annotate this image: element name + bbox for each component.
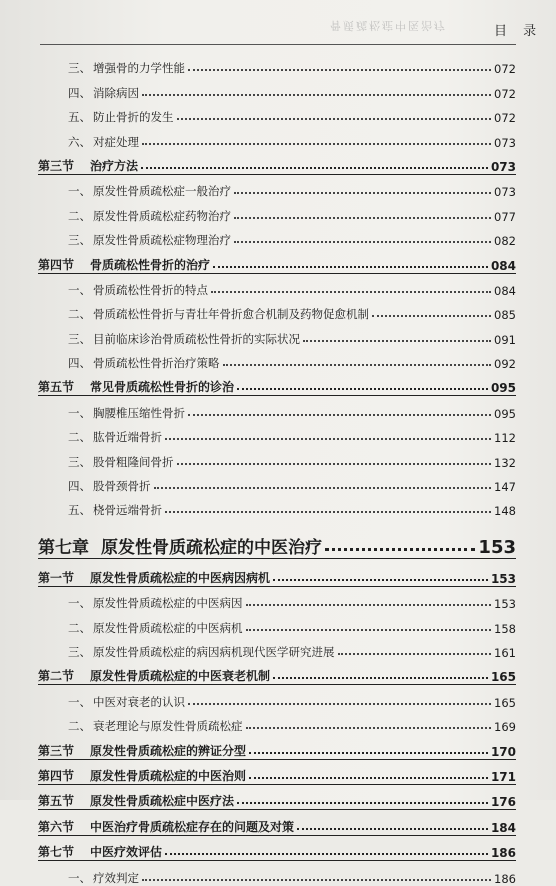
toc-entry-text: 常见骨质疏松性骨折的诊治: [90, 380, 235, 395]
toc-page-number: 165: [494, 695, 516, 710]
toc-page-number: 072: [494, 111, 516, 126]
dot-leader: [177, 463, 492, 465]
toc-item-row[interactable]: [38, 685, 516, 709]
toc-entry-number: 第七节: [38, 845, 75, 860]
toc-page-number: 112: [494, 431, 516, 446]
toc-item-row[interactable]: [38, 199, 516, 223]
toc-entry-number: 二、: [68, 719, 91, 734]
toc-entry-number: 一、: [68, 405, 91, 420]
toc-section-row[interactable]: [38, 371, 516, 396]
toc-entry-text: 肱骨近端骨折: [93, 430, 162, 445]
dot-leader: [303, 340, 491, 342]
toc-page-number: 085: [494, 308, 516, 323]
toc-item-row[interactable]: [38, 421, 516, 445]
toc-item-row[interactable]: [38, 611, 516, 635]
toc-page-number: 153: [494, 597, 516, 612]
toc-page-number: 153: [478, 537, 516, 559]
toc-entry-text: 原发性骨质疏松症的中医病机: [93, 620, 243, 635]
toc-entry-text: 治疗方法: [90, 158, 139, 173]
toc-entry-number: 三、: [68, 61, 91, 76]
toc-entry-title: [38, 378, 234, 395]
toc-item-row[interactable]: [38, 298, 516, 322]
dot-leader: [154, 487, 492, 489]
toc-entry-number: 三、: [68, 644, 91, 659]
toc-entry-title: [38, 767, 246, 784]
dot-leader: [177, 118, 492, 120]
toc-entry-title: [68, 644, 335, 660]
toc-entry-text: 原发性骨质疏松症的病因病机现代医学研究进展: [93, 644, 335, 659]
toc-entry-title: [38, 533, 322, 558]
dot-leader: [142, 94, 491, 96]
dot-leader: [213, 266, 488, 268]
toc-entry-text: 原发性骨质疏松症物理治疗: [93, 233, 231, 248]
dot-leader: [273, 677, 488, 679]
toc-entry-text: 原发性骨质疏松症的中医治疗: [101, 538, 322, 559]
toc-entry-title: [68, 134, 139, 150]
toc-entry-text: 衰老理论与原发性骨质疏松症: [93, 719, 243, 734]
toc-page-number: 073: [494, 135, 516, 150]
toc-entry-title: [38, 818, 294, 835]
toc-entry-text: 胸腰椎压缩性骨折: [93, 405, 185, 420]
toc-page-number: 171: [490, 769, 516, 784]
header-rule: [40, 44, 516, 45]
bleed-through-running-head: 骨质疏松症中医治疗: [330, 19, 447, 32]
toc-section-row[interactable]: [38, 810, 516, 835]
toc-entry-number: 二、: [68, 620, 91, 635]
dot-leader: [297, 828, 488, 830]
toc-page-number: 176: [490, 795, 516, 810]
toc-entry-text: 中医疗效评估: [90, 845, 163, 860]
toc-entry-text: 对症处理: [93, 134, 139, 149]
toc-entry-text: 骨质疏松性骨折的特点: [93, 282, 208, 297]
dot-leader: [211, 291, 491, 293]
toc-section-row[interactable]: [38, 760, 516, 785]
toc-entry-text: 骨质疏松性骨折与青壮年骨折愈合机制及药物促愈机制: [93, 307, 369, 322]
toc-entry-text: 防止骨折的发生: [93, 110, 174, 125]
toc-entry-text: 中医对衰老的认识: [93, 694, 185, 709]
toc-entry-number: 五、: [68, 110, 91, 125]
toc-item-row[interactable]: [38, 396, 516, 420]
page-header-label: 目 录: [494, 24, 543, 39]
toc-entry-text: 原发性骨质疏松症的中医病因: [93, 596, 243, 611]
toc-section-row[interactable]: [38, 734, 516, 759]
toc-entry-text: 疗效判定: [93, 870, 139, 885]
dot-leader: [165, 511, 491, 513]
toc-entry-number: 一、: [68, 694, 91, 709]
toc-page-number: 186: [490, 846, 516, 861]
toc-page-number: 184: [490, 820, 516, 835]
toc-entry-title: [38, 157, 138, 174]
dot-leader: [188, 414, 491, 416]
toc-entry-title: [38, 256, 210, 273]
dot-leader: [165, 853, 488, 855]
toc-page-number: 084: [490, 258, 516, 273]
toc-page-number: 165: [490, 670, 516, 685]
toc-page-number: 095: [490, 381, 516, 396]
dot-leader: [246, 604, 492, 606]
dot-leader: [237, 802, 488, 804]
dot-leader: [273, 579, 488, 581]
toc-entry-title: [38, 792, 234, 809]
toc-entry-title: [68, 405, 185, 421]
dot-leader: [223, 364, 492, 366]
toc-entry-text: 股骨颈骨折: [93, 479, 151, 494]
toc-entry-text: 原发性骨质疏松症中医疗法: [90, 794, 235, 809]
toc-entry-number: 第四节: [38, 768, 75, 783]
dot-leader: [234, 241, 491, 243]
toc-entry-number: 第三节: [38, 743, 75, 758]
toc-section-row[interactable]: [38, 785, 516, 810]
toc-entry-number: 五、: [68, 503, 91, 518]
toc-item-row[interactable]: [38, 76, 516, 100]
toc-page-number: 073: [494, 185, 516, 200]
toc-page-number: 072: [494, 86, 516, 101]
toc-item-row[interactable]: [38, 445, 516, 469]
toc-entry-number: 四、: [68, 356, 91, 371]
dot-leader: [188, 703, 491, 705]
toc-entry-number: 第五节: [38, 380, 75, 395]
toc-entry-title: [68, 306, 369, 322]
dot-leader: [246, 727, 492, 729]
toc-entry-number: 三、: [68, 331, 91, 346]
toc-entry-title: [68, 718, 243, 734]
dot-leader: [141, 167, 488, 169]
toc-item-row[interactable]: [38, 710, 516, 734]
toc-entry-title: [68, 454, 174, 470]
toc-entry-number: 第六节: [38, 819, 75, 834]
toc-page-number: 170: [490, 744, 516, 759]
toc-entry-number: 二、: [68, 208, 91, 223]
toc-entry-text: 原发性骨质疏松症一般治疗: [93, 184, 231, 199]
toc-page-number: 073: [490, 159, 516, 174]
toc-page-number: 072: [494, 62, 516, 77]
toc-entry-text: 中医治疗骨质疏松症存在的问题及对策: [90, 819, 295, 834]
dot-leader: [165, 438, 491, 440]
dot-leader: [249, 777, 488, 779]
toc-entry-number: 第七章: [38, 538, 89, 559]
dot-leader: [237, 388, 488, 390]
dot-leader: [325, 548, 475, 551]
dot-leader: [234, 192, 491, 194]
dot-leader: [338, 653, 492, 655]
toc-entry-text: 骨质疏松性骨折的治疗: [90, 257, 211, 272]
toc-entry-title: [38, 742, 246, 759]
toc-entry-title: [68, 109, 174, 125]
table-of-contents: [38, 52, 516, 886]
toc-entry-text: 原发性骨质疏松症的中医病因病机: [90, 570, 271, 585]
toc-page-number: 169: [494, 720, 516, 735]
toc-section-row[interactable]: [38, 660, 516, 685]
toc-entry-title: [68, 60, 185, 76]
toc-entry-text: 骨质疏松性骨折治疗策略: [93, 356, 220, 371]
toc-entry-text: 桡骨远端骨折: [93, 503, 162, 518]
toc-item-row[interactable]: [38, 587, 516, 611]
toc-item-row[interactable]: [38, 494, 516, 518]
toc-section-row[interactable]: [38, 836, 516, 861]
dot-leader: [142, 143, 491, 145]
toc-entry-title: [68, 478, 151, 494]
dot-leader: [234, 217, 491, 219]
toc-item-row[interactable]: [38, 636, 516, 660]
toc-page-number: 084: [494, 283, 516, 298]
toc-item-row[interactable]: [38, 322, 516, 346]
toc-entry-number: 三、: [68, 233, 91, 248]
toc-page-number: 158: [494, 621, 516, 636]
toc-section-row[interactable]: [38, 248, 516, 273]
toc-entry-title: [68, 183, 231, 199]
toc-entry-text: 原发性骨质疏松症的中医衰老机制: [90, 669, 271, 684]
toc-item-row[interactable]: [38, 224, 516, 248]
toc-page-number: 161: [494, 645, 516, 660]
toc-entry-number: 一、: [68, 184, 91, 199]
toc-page-number: 186: [494, 871, 516, 886]
toc-entry-title: [38, 843, 162, 860]
toc-entry-number: 一、: [68, 596, 91, 611]
dot-leader: [188, 69, 491, 71]
toc-page-number: 077: [494, 209, 516, 224]
toc-entry-title: [68, 355, 220, 371]
toc-entry-title: [68, 282, 208, 298]
toc-entry-number: 第五节: [38, 794, 75, 809]
dot-leader: [246, 629, 492, 631]
toc-item-row[interactable]: [38, 861, 516, 885]
toc-item-row[interactable]: [38, 52, 516, 76]
toc-entry-text: 原发性骨质疏松症的辨证分型: [90, 743, 247, 758]
toc-entry-title: [68, 232, 231, 248]
dot-leader: [372, 315, 491, 317]
toc-entry-text: 原发性骨质疏松症的中医治则: [90, 768, 247, 783]
toc-entry-number: 第二节: [38, 669, 75, 684]
toc-entry-text: 股骨粗隆间骨折: [93, 454, 174, 469]
toc-entry-title: [68, 870, 139, 886]
toc-entry-number: 四、: [68, 479, 91, 494]
toc-entry-title: [68, 502, 162, 518]
toc-entry-number: 一、: [68, 870, 91, 885]
toc-entry-title: [38, 569, 270, 586]
toc-page-number: 091: [494, 332, 516, 347]
toc-item-row[interactable]: [38, 470, 516, 494]
toc-entry-title: [68, 85, 139, 101]
toc-item-row[interactable]: [38, 101, 516, 125]
toc-item-row[interactable]: [38, 175, 516, 199]
toc-entry-number: 四、: [68, 85, 91, 100]
toc-entry-title: [68, 595, 243, 611]
toc-entry-number: 第一节: [38, 570, 75, 585]
toc-page-number: 153: [490, 571, 516, 586]
toc-entry-title: [68, 429, 162, 445]
toc-item-row[interactable]: [38, 274, 516, 298]
toc-chapter-row[interactable]: [38, 518, 516, 559]
toc-entry-text: 消除病因: [93, 85, 139, 100]
toc-section-row[interactable]: [38, 561, 516, 586]
toc-item-row[interactable]: [38, 125, 516, 149]
toc-entry-text: 目前临床诊治骨质疏松性骨折的实际状况: [93, 331, 300, 346]
toc-page-number: 092: [494, 357, 516, 372]
toc-entry-number: 二、: [68, 307, 91, 322]
toc-entry-title: [38, 667, 270, 684]
toc-entry-number: 六、: [68, 134, 91, 149]
toc-section-row[interactable]: [38, 150, 516, 175]
toc-entry-number: 一、: [68, 282, 91, 297]
toc-entry-title: [68, 208, 231, 224]
toc-page-number: 095: [494, 406, 516, 421]
toc-page-number: 148: [494, 504, 516, 519]
toc-page-number: 082: [494, 234, 516, 249]
toc-entry-title: [68, 694, 185, 710]
toc-entry-number: 第三节: [38, 158, 75, 173]
toc-entry-title: [68, 331, 300, 347]
toc-entry-number: 三、: [68, 454, 91, 469]
toc-entry-number: 第四节: [38, 257, 75, 272]
toc-page-number: 132: [494, 455, 516, 470]
toc-page-number: 147: [494, 480, 516, 495]
dot-leader: [249, 752, 488, 754]
toc-entry-text: 增强骨的力学性能: [93, 61, 185, 76]
toc-item-row[interactable]: [38, 347, 516, 371]
dot-leader: [142, 879, 491, 881]
toc-entry-text: 原发性骨质疏松症药物治疗: [93, 208, 231, 223]
toc-entry-number: 二、: [68, 430, 91, 445]
toc-entry-title: [68, 620, 243, 636]
